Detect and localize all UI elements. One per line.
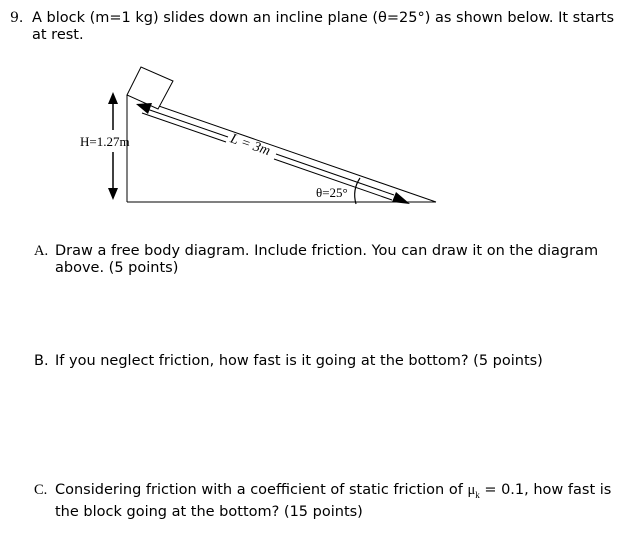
- height-label: H=1.27m: [80, 134, 130, 149]
- question-number: 9.: [10, 10, 24, 26]
- part-b-label: B.: [34, 353, 49, 369]
- part-a-label: A.: [34, 243, 49, 259]
- question-text: A block (m=1 kg) slides down an incline plane (θ=25°) as shown below. It starts at rest.: [32, 10, 615, 43]
- length-dimension: [136, 103, 410, 204]
- part-b-text: If you neglect friction, how fast is it going at the bottom? (5 points): [55, 353, 543, 369]
- mu-subscript: k: [475, 489, 480, 500]
- mu-symbol: μ: [467, 482, 476, 498]
- part-a-text: Draw a free body diagram. Include friction. You can draw it on the diagram above. (5 points): [55, 243, 599, 276]
- part-c-label: C.: [34, 482, 48, 498]
- part-c-text-after: = 0.1, how fast is the block going at the bottom? (15 points): [55, 482, 612, 520]
- part-c-text-before: Considering friction with a coefficient of static friction of: [55, 482, 468, 498]
- block: [127, 67, 173, 109]
- incline-triangle: [127, 95, 436, 202]
- angle-label: θ=25°: [316, 185, 348, 200]
- part-c-text: [55, 482, 615, 521]
- length-label: L = 3m: [228, 131, 272, 160]
